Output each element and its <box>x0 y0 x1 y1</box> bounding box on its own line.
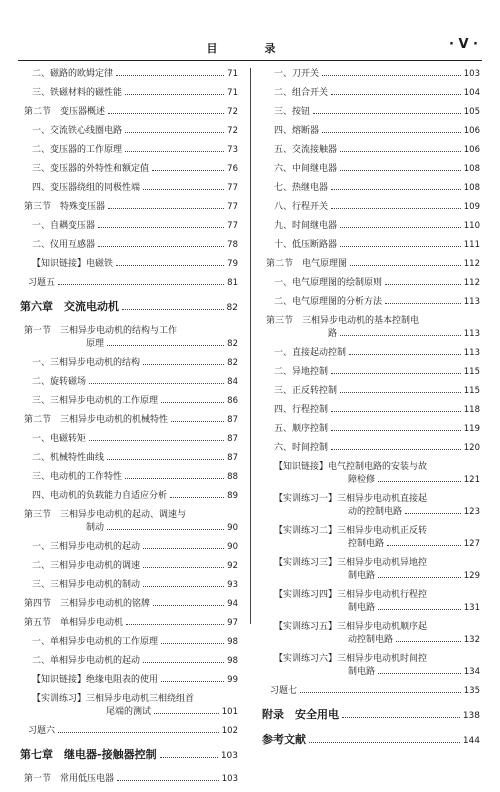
dot-leader <box>116 265 224 266</box>
toc-entry-link <box>262 461 480 487</box>
dot-leader <box>170 497 224 498</box>
toc-page-number: 86 <box>227 396 238 406</box>
dot-leader <box>171 421 224 422</box>
toc-entry-link <box>262 493 480 519</box>
toc-entry-item <box>262 347 480 360</box>
toc-entry-item <box>20 357 238 370</box>
toc-entry-text: 七、热继电器 <box>274 183 329 193</box>
toc-entry-item <box>20 376 238 389</box>
toc-page-number: 127 <box>463 539 480 549</box>
toc-entry-text: 一、交流铁心线圈电路 <box>32 126 123 136</box>
dot-leader <box>143 662 224 663</box>
toc-entry-link <box>262 589 480 615</box>
toc-page-number: 77 <box>227 221 238 231</box>
toc-page-number: 90 <box>227 523 238 533</box>
toc-entry-text: 第六章 交流电动机 <box>20 300 119 313</box>
toc-entry-text: 【实训练习一】三相异步电动机直接起 <box>274 494 428 504</box>
toc-entry-chapter <box>20 300 238 315</box>
dot-leader <box>378 577 461 578</box>
toc-entry-item <box>20 144 238 157</box>
dot-leader <box>143 364 224 365</box>
toc-entry-item <box>20 68 238 81</box>
toc-entry-text: 第一节 三相异步电动机的结构与工作 <box>24 326 178 336</box>
dot-leader <box>340 227 461 228</box>
dot-leader <box>98 246 224 247</box>
toc-entry-item <box>262 87 480 100</box>
dot-leader <box>161 643 224 644</box>
toc-entry-text: 习题五 <box>28 278 56 288</box>
toc-entry-text: 第一节 常用低压电器 <box>24 774 115 784</box>
dot-leader <box>126 624 224 625</box>
toc-entry-item <box>262 201 480 214</box>
dot-leader <box>117 780 219 781</box>
toc-entry-text: 二、异地控制 <box>274 367 329 377</box>
dot-leader <box>161 681 224 682</box>
dot-leader <box>98 227 224 228</box>
dot-leader <box>322 132 461 133</box>
toc-entry-chapter <box>20 748 238 763</box>
toc-entry-text: 四、熔断器 <box>274 126 320 136</box>
toc-page-number: 99 <box>227 675 238 685</box>
dot-leader <box>378 609 461 610</box>
dot-leader <box>331 94 461 95</box>
toc-page-number: 132 <box>463 635 480 645</box>
toc-page-number: 113 <box>463 329 480 339</box>
toc-page-number: 84 <box>227 377 238 387</box>
dot-leader <box>331 189 461 190</box>
toc-entry-text: 【知识链接】绝缘电阻表的使用 <box>32 675 159 685</box>
toc-entry-text: 第二节 三相异步电动机的机械特性 <box>24 415 169 425</box>
dot-leader <box>340 246 461 247</box>
toc-entry-text: 【知识链接】电气控制电路的安装与故 <box>274 462 428 472</box>
toc-page-number: 92 <box>227 561 238 571</box>
dot-leader <box>116 75 224 76</box>
dot-leader <box>58 732 219 733</box>
toc-entry-text: 四、变压器绕组的同极性端 <box>32 183 141 193</box>
dot-leader <box>107 459 224 460</box>
toc-entry-section <box>20 773 238 786</box>
toc-entry-text-continued: 制电路 <box>348 571 376 581</box>
toc-page-number: 103 <box>220 751 238 761</box>
toc-page-number: 87 <box>227 434 238 444</box>
toc-entry-text: 第三节 三相异步电动机的起动、调速与 <box>24 510 187 520</box>
dot-leader <box>108 113 224 114</box>
dot-leader <box>340 335 461 336</box>
toc-entry-item <box>20 655 238 668</box>
toc-entry-item <box>262 277 480 290</box>
dot-leader <box>154 713 219 714</box>
toc-entry-section <box>20 617 238 630</box>
toc-entry-item <box>20 220 238 233</box>
toc-entry-text-continued: 控制电路 <box>348 539 385 549</box>
toc-page-number: 102 <box>221 726 238 736</box>
toc-page-number: 123 <box>463 507 480 517</box>
toc-page-number: 98 <box>227 637 238 647</box>
toc-entry-item <box>262 220 480 233</box>
dot-leader <box>125 478 224 479</box>
dot-leader <box>331 449 461 450</box>
toc-entry-item <box>262 163 480 176</box>
toc-page-number: 72 <box>227 107 238 117</box>
toc-page-number: 134 <box>463 667 480 677</box>
toc-entry-item <box>20 541 238 554</box>
toc-entry-text: 三、按钮 <box>274 107 311 117</box>
toc-entry-chapter <box>262 708 480 723</box>
toc-entry-link <box>262 653 480 679</box>
dot-leader <box>313 113 461 114</box>
toc-entry-item <box>262 182 480 195</box>
toc-page-number: 108 <box>463 183 480 193</box>
toc-entry-section <box>262 315 480 341</box>
toc-entry-link <box>262 621 480 647</box>
dot-leader <box>107 529 224 530</box>
toc-page-number: 105 <box>463 107 480 117</box>
toc-entry-text: 三、三相异步电动机的制动 <box>32 580 141 590</box>
toc-entry-text: 【实训练习】三相异步电动机三相绕组首 <box>32 694 195 704</box>
toc-entry-item <box>262 366 480 379</box>
toc-entry-text-continued: 制电路 <box>348 603 376 613</box>
toc-page-number: 120 <box>463 443 480 453</box>
toc-page-number: 76 <box>227 164 238 174</box>
toc-entry-text: 二、组合开关 <box>274 88 329 98</box>
toc-entry-item <box>262 385 480 398</box>
toc-entry-text: 一、自耦变压器 <box>32 221 96 231</box>
dot-leader <box>153 605 224 606</box>
toc-page-number: 101 <box>221 707 238 717</box>
toc-page-number: 93 <box>227 580 238 590</box>
toc-page-number: 81 <box>227 278 238 288</box>
toc-page-number: 88 <box>227 472 238 482</box>
toc-entry-text-continued: 制电路 <box>348 667 376 677</box>
toc-entry-item <box>262 125 480 138</box>
toc-entry-item <box>20 125 238 138</box>
dot-leader <box>107 345 224 346</box>
toc-entry-item <box>262 68 480 81</box>
toc-page-number: 103 <box>221 774 238 784</box>
dot-leader <box>108 208 224 209</box>
toc-entry-item <box>20 452 238 465</box>
toc-entry-text: 一、三相异步电动机的起动 <box>32 542 141 552</box>
toc-entry-section <box>20 325 238 351</box>
toc-entry-exercise <box>262 685 480 698</box>
page-number: · V · <box>449 37 478 52</box>
toc-entry-link <box>262 525 480 551</box>
toc-entry-item <box>20 560 238 573</box>
toc-entry-item <box>20 471 238 484</box>
dot-leader <box>125 151 224 152</box>
toc-entry-item <box>20 433 238 446</box>
dot-leader <box>349 354 461 355</box>
toc-entry-item <box>20 87 238 100</box>
toc-page-number: 138 <box>462 711 480 721</box>
toc-entry-exercise <box>20 277 238 290</box>
toc-entry-link <box>20 674 238 687</box>
toc-page-number: 79 <box>227 259 238 269</box>
toc-entry-chapter <box>262 733 480 748</box>
dot-leader <box>385 303 461 304</box>
toc-entry-text: 第二节 变压器概述 <box>24 107 106 117</box>
dot-leader <box>387 545 461 546</box>
toc-entry-item <box>262 106 480 119</box>
dot-leader <box>378 481 461 482</box>
toc-entry-text: 第七章 继电器-接触器控制 <box>20 748 157 761</box>
toc-entry-text: 十、低压断路器 <box>274 240 338 250</box>
toc-page-number: 144 <box>462 736 480 746</box>
toc-page-number: 71 <box>227 69 238 79</box>
toc-entry-text: 【知识链接】电磁铁 <box>32 259 114 269</box>
dot-leader <box>143 586 224 587</box>
toc-page-number: 131 <box>463 603 480 613</box>
toc-entry-text: 六、中间继电器 <box>274 164 338 174</box>
toc-page-number: 115 <box>463 386 480 396</box>
toc-entry-text: 二、电气原理图的分析方法 <box>274 297 383 307</box>
toc-page-number: 82 <box>226 303 238 313</box>
toc-entry-text: 二、单相异步电动机的起动 <box>32 656 141 666</box>
toc-entry-item <box>20 239 238 252</box>
toc-entry-section <box>20 106 238 119</box>
toc-page-number: 71 <box>227 88 238 98</box>
dot-leader <box>378 673 461 674</box>
toc-entry-text: 二、三相异步电动机的调速 <box>32 561 141 571</box>
toc-left-column <box>20 68 238 792</box>
dot-leader <box>396 641 461 642</box>
toc-page-number: 104 <box>463 88 480 98</box>
dot-leader <box>152 170 224 171</box>
toc-entry-text: 九、时间继电器 <box>274 221 338 231</box>
toc-page-number: 89 <box>227 491 238 501</box>
toc-page-number: 94 <box>227 599 238 609</box>
toc-entry-text: 习题七 <box>270 686 298 696</box>
toc-entry-item <box>20 395 238 408</box>
page-title: 目 录 <box>206 42 294 55</box>
column-divider <box>250 68 251 624</box>
toc-entry-section <box>20 598 238 611</box>
toc-entry-text: 参考文献 <box>262 733 306 746</box>
toc-entry-text: 第四节 三相异步电动机的铭牌 <box>24 599 151 609</box>
toc-entry-text: 二、机械特性曲线 <box>32 453 105 463</box>
toc-entry-text: 三、正反转控制 <box>274 386 338 396</box>
toc-page-number: 103 <box>463 69 480 79</box>
toc-page-number: 97 <box>227 618 238 628</box>
toc-entry-text: 习题六 <box>28 726 56 736</box>
dot-leader <box>160 757 218 758</box>
dot-leader <box>340 151 461 152</box>
toc-entry-exercise <box>20 725 238 738</box>
dot-leader <box>125 94 224 95</box>
toc-entry-text: 五、顺序控制 <box>274 424 329 434</box>
toc-entry-text: 一、电气原理图的绘制原则 <box>274 278 383 288</box>
toc-page-number: 77 <box>227 183 238 193</box>
dot-leader <box>125 132 224 133</box>
toc-entry-item <box>262 404 480 417</box>
toc-entry-item <box>262 144 480 157</box>
dot-leader <box>122 309 224 310</box>
dot-leader <box>143 548 224 549</box>
toc-entry-text: 二、变压器的工作原理 <box>32 145 123 155</box>
dot-leader <box>89 383 224 384</box>
dot-leader <box>340 170 461 171</box>
toc-page-number: 90 <box>227 542 238 552</box>
toc-page-number: 77 <box>227 202 238 212</box>
toc-page-number: 115 <box>463 367 480 377</box>
toc-entry-text: 一、刀开关 <box>274 69 320 79</box>
toc-entry-text: 【实训练习三】三相异步电动机异地控 <box>274 558 428 568</box>
toc-entry-item <box>20 163 238 176</box>
toc-entry-text: 【实训练习四】三相异步电动机行程控 <box>274 590 428 600</box>
toc-entry-link <box>262 557 480 583</box>
toc-entry-text: 四、电动机的负载能力自适应分析 <box>32 491 168 501</box>
toc-entry-text: 【实训练习六】三相异步电动机时间控 <box>274 654 428 664</box>
dot-leader <box>58 284 224 285</box>
toc-entry-text: 第三节 特殊变压器 <box>24 202 106 212</box>
page-header <box>18 34 482 61</box>
toc-entry-text: 【实训练习五】三相异步电动机顺序起 <box>274 622 428 632</box>
dot-leader <box>331 373 461 374</box>
toc-entry-text-continued: 尾端的测试 <box>106 707 152 717</box>
toc-entry-text: 三、三相异步电动机的工作原理 <box>32 396 159 406</box>
toc-page-number: 82 <box>227 358 238 368</box>
dot-leader <box>331 208 461 209</box>
toc-page-number: 78 <box>227 240 238 250</box>
toc-entry-item <box>20 579 238 592</box>
toc-entry-item <box>20 636 238 649</box>
toc-entry-text: 一、三相异步电动机的结构 <box>32 358 141 368</box>
toc-page-number: 87 <box>227 415 238 425</box>
toc-page-number: 113 <box>463 297 480 307</box>
toc-page-number: 135 <box>463 686 480 696</box>
toc-page-number: 87 <box>227 453 238 463</box>
toc-page-number: 73 <box>227 145 238 155</box>
toc-page-number: 129 <box>463 571 480 581</box>
toc-entry-text: 附录 安全用电 <box>262 708 339 721</box>
toc-entry-item <box>20 182 238 195</box>
toc-entry-text: 【实训练习二】三相异步电动机正反转 <box>274 526 428 536</box>
toc-entry-text-continued: 路 <box>328 329 338 339</box>
toc-page-number: 82 <box>227 339 238 349</box>
toc-entry-text: 四、行程控制 <box>274 405 329 415</box>
toc-entry-text: 一、直接起动控制 <box>274 348 347 358</box>
dot-leader <box>300 692 461 693</box>
toc-page-number: 72 <box>227 126 238 136</box>
toc-entry-text: 第三节 三相异步电动机的基本控制电 <box>266 316 420 326</box>
toc-entry-section <box>20 414 238 427</box>
toc-entry-text: 二、仪用互感器 <box>32 240 96 250</box>
dot-leader <box>309 742 460 743</box>
dot-leader <box>350 265 461 266</box>
toc-entry-text: 五、交流接触器 <box>274 145 338 155</box>
toc-entry-section <box>20 509 238 535</box>
toc-entry-text: 第五节 单相异步电动机 <box>24 618 124 628</box>
toc-entry-item <box>262 239 480 252</box>
toc-entry-text-continued: 障检修 <box>348 475 376 485</box>
dot-leader <box>331 411 461 412</box>
toc-entry-section <box>262 258 480 271</box>
toc-entry-link <box>20 693 238 719</box>
toc-entry-item <box>20 490 238 503</box>
toc-entry-text: 第二节 电气原理图 <box>266 259 348 269</box>
toc-page-number: 112 <box>463 278 480 288</box>
dot-leader <box>143 567 224 568</box>
toc-entry-text: 三、电动机的工作特性 <box>32 472 123 482</box>
toc-entry-item <box>262 296 480 309</box>
dot-leader <box>322 75 461 76</box>
toc-page-number: 106 <box>463 145 480 155</box>
toc-page-number: 112 <box>463 259 480 269</box>
toc-entry-text: 六、时间控制 <box>274 443 329 453</box>
toc-page-number: 110 <box>463 221 480 231</box>
toc-page-number: 108 <box>463 164 480 174</box>
toc-page-number: 106 <box>463 126 480 136</box>
dot-leader <box>342 717 460 718</box>
toc-entry-text-continued: 原理 <box>86 339 105 349</box>
toc-entry-text: 一、电磁转矩 <box>32 434 87 444</box>
toc-entry-text: 二、磁路的欧姆定律 <box>32 69 114 79</box>
toc-page-number: 113 <box>463 348 480 358</box>
dot-leader <box>385 284 461 285</box>
toc-entry-link <box>20 258 238 271</box>
toc-entry-text: 一、单相异步电动机的工作原理 <box>32 637 159 647</box>
toc-right-column <box>262 68 480 758</box>
dot-leader <box>161 402 224 403</box>
toc-page-number: 121 <box>463 475 480 485</box>
toc-entry-text-continued: 制动 <box>86 523 105 533</box>
toc-entry-text: 三、铁磁材料的磁性能 <box>32 88 123 98</box>
dot-leader <box>340 392 461 393</box>
toc-entry-text-continued: 动控制电路 <box>348 635 394 645</box>
toc-page-number: 98 <box>227 656 238 666</box>
dot-leader <box>405 513 461 514</box>
toc-entry-text: 三、变压器的外特性和额定值 <box>32 164 150 174</box>
toc-entry-item <box>262 442 480 455</box>
dot-leader <box>331 430 461 431</box>
toc-entry-item <box>262 423 480 436</box>
toc-entry-text: 二、旋转磁场 <box>32 377 87 387</box>
toc-entry-section <box>20 201 238 214</box>
toc-page-number: 109 <box>463 202 480 212</box>
toc-entry-text: 八、行程开关 <box>274 202 329 212</box>
toc-page-number: 111 <box>463 240 480 250</box>
toc-page-number: 118 <box>463 405 480 415</box>
toc-page-number: 119 <box>463 424 480 434</box>
dot-leader <box>89 440 224 441</box>
dot-leader <box>143 189 224 190</box>
toc-entry-text-continued: 动的控制电路 <box>348 507 403 517</box>
